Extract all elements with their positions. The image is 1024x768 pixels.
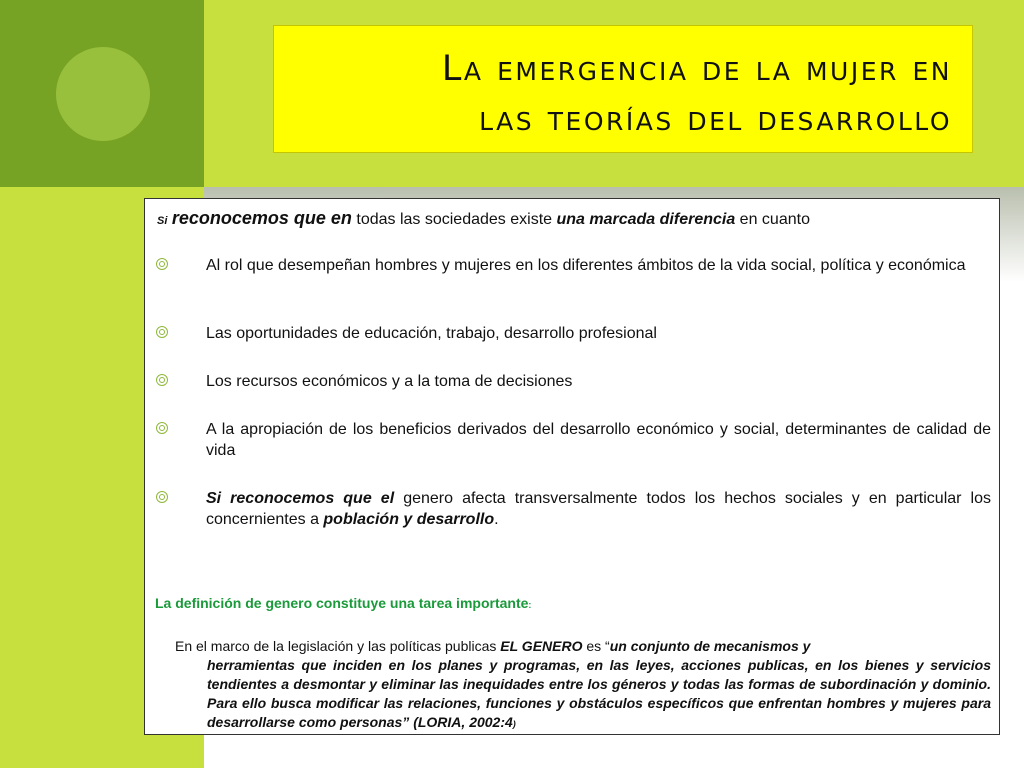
green-note	[155, 594, 531, 614]
bullet5-bold-end: población y desarrollo	[323, 511, 495, 528]
title-line-2: las teorías del desarrollo	[479, 99, 952, 139]
definition-close: )	[512, 719, 516, 729]
bullet-text: Los recursos económicos y a la toma de decisiones	[206, 373, 573, 390]
definition-quote-part1: un conjunto de mecanismos y	[609, 638, 811, 654]
green-note-text: La definición de genero constituye una tarea importante	[155, 595, 529, 611]
bullet-text: Al rol que desempeñan hombres y mujeres en los diferentes ámbitos de la vida social, política y económica	[206, 257, 966, 274]
title-panel	[273, 25, 973, 153]
bullet5-end: .	[494, 511, 499, 528]
bullet5-bold-start: Si reconocemos que el	[206, 490, 395, 507]
intro-si: Si	[157, 215, 168, 227]
definition-genero: EL GENERO	[500, 638, 583, 654]
bullet5-mid: genero afecta transversalmente todos los hechos sociales y en particular los concernientes a	[206, 490, 991, 528]
bullet-circle-icon	[156, 491, 168, 503]
intro-reconocemos: reconocemos que en	[171, 208, 352, 228]
title-line-1: La emergencia de la mujer en	[441, 49, 952, 89]
definition	[153, 637, 991, 734]
intro-line	[157, 208, 810, 231]
bullet-circle-icon	[156, 422, 168, 434]
definition-quote-rest: herramientas que inciden en los planes y programas, en las leyes, acciones publicas, en los bienes y servicios tendientes a desmontar y eliminar las inequidades entre los géneros y todas las formas de subordinación y dominio. Para ello busca modificar las relaciones, funciones y obstáculos específicos que enfrentan hombres y mujeres para desarrollarse como personas” (LORIA, 2002:4	[207, 657, 991, 730]
decorative-circle	[56, 47, 150, 141]
bullet-text: Las oportunidades de educación, trabajo, desarrollo profesional	[206, 325, 657, 342]
definition-rest	[153, 656, 991, 734]
bullet-circle-icon	[156, 258, 168, 270]
definition-es: es “	[582, 638, 610, 654]
bullet-text	[206, 488, 991, 530]
page-title	[442, 44, 952, 144]
intro-middle: todas las sociedades existe	[351, 211, 557, 228]
content-box	[144, 198, 1000, 735]
bullet-text: A la apropiación de los beneficios derivados del desarrollo económico y social, determinantes de calidad de vida	[206, 421, 991, 459]
definition-first-line	[153, 637, 991, 656]
green-note-colon: :	[528, 600, 532, 610]
intro-diferencia: una marcada diferencia	[556, 211, 736, 228]
definition-start: En el marco de la legislación y las políticas publicas	[175, 638, 501, 654]
bullet-circle-icon	[156, 326, 168, 338]
bullet-circle-icon	[156, 374, 168, 386]
intro-tail: en cuanto	[735, 211, 810, 228]
